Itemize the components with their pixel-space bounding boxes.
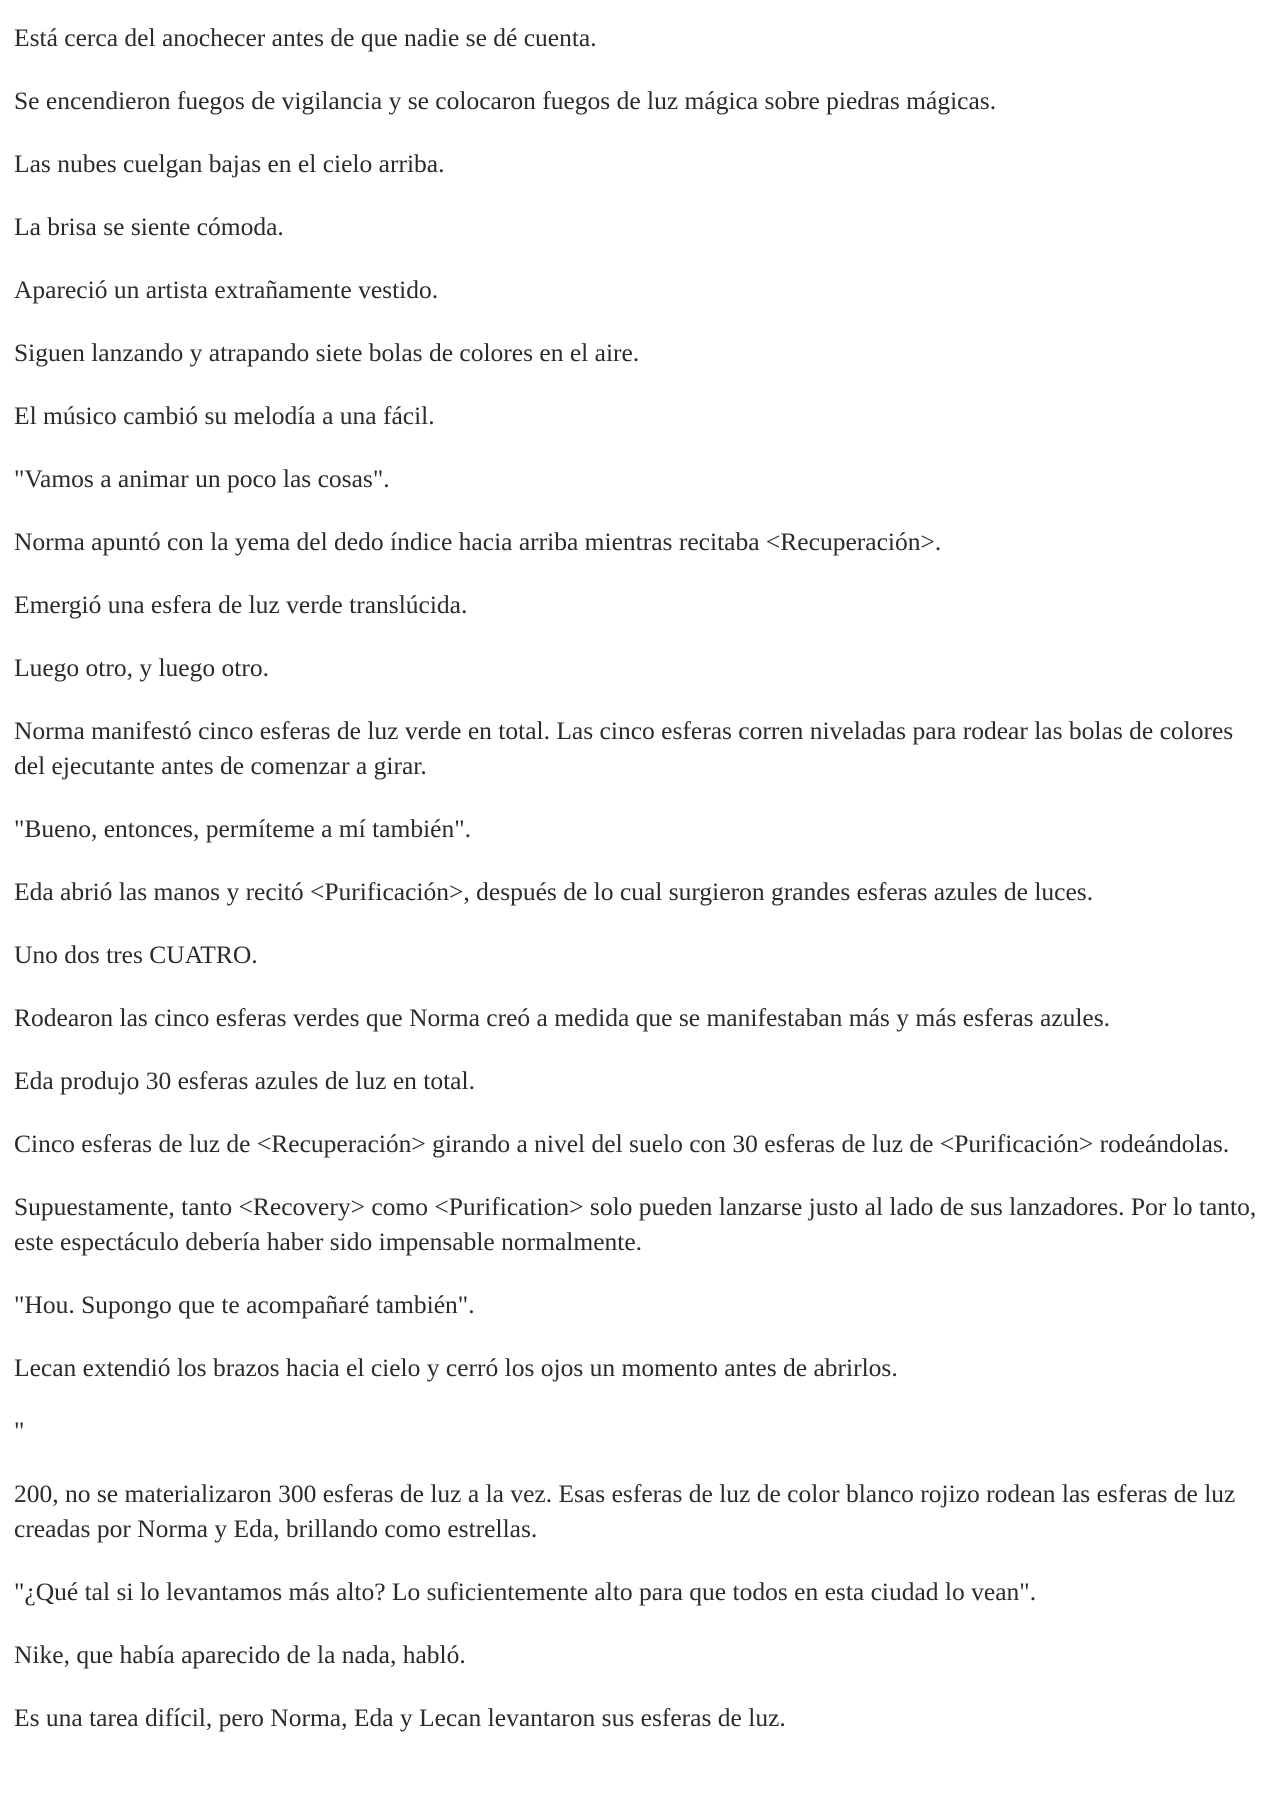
paragraph-10: Emergió una esfera de luz verde translúcida. [14, 590, 468, 619]
paragraph-15: Uno dos tres CUATRO. [14, 940, 258, 969]
paragraph-4: La brisa se siente cómoda. [14, 212, 284, 241]
paragraph-3: Las nubes cuelgan bajas en el cielo arriba. [14, 149, 445, 178]
paragraph-17: Eda produjo 30 esferas azules de luz en total. [14, 1066, 475, 1095]
paragraph-26: Es una tarea difícil, pero Norma, Eda y Lecan levantaron sus esferas de luz. [14, 1703, 786, 1732]
paragraph-8: "Vamos a animar un poco las cosas". [14, 464, 390, 493]
paragraph-24: "¿Qué tal si lo levantamos más alto? Lo suficientemente alto para que todos en esta ciudad lo vean". [14, 1577, 1037, 1606]
paragraph-19: Supuestamente, tanto <Recovery> como <Purification> solo pueden lanzarse justo al lado de sus lanzadores. Por lo tanto, este espectáculo debería haber sido impensable normalmente. [14, 1192, 1257, 1256]
document-body [14, 20, 1270, 1763]
paragraph-11: Luego otro, y luego otro. [14, 653, 269, 682]
paragraph-12: Norma manifestó cinco esferas de luz verde en total. Las cinco esferas corren niveladas para rodear las bolas de colores del ejecutante antes de comenzar a girar. [14, 716, 1234, 780]
paragraph-23: 200, no se materializaron 300 esferas de luz a la vez. Esas esferas de luz de color blanco rojizo rodean las esferas de luz creadas por Norma y Eda, brillando como estrellas. [14, 1479, 1236, 1543]
paragraph-1: Está cerca del anochecer antes de que nadie se dé cuenta. [14, 23, 597, 52]
paragraph-13: "Bueno, entonces, permíteme a mí también". [14, 814, 472, 843]
paragraph-5: Apareció un artista extrañamente vestido. [14, 275, 439, 304]
paragraph-6: Siguen lanzando y atrapando siete bolas de colores en el aire. [14, 338, 640, 367]
paragraph-20: "Hou. Supongo que te acompañaré también". [14, 1290, 475, 1319]
paragraph-16: Rodearon las cinco esferas verdes que Norma creó a medida que se manifestaban más y más esferas azules. [14, 1003, 1111, 1032]
paragraph-21: Lecan extendió los brazos hacia el cielo y cerró los ojos un momento antes de abrirlos. [14, 1353, 898, 1382]
paragraph-7: El músico cambió su melodía a una fácil. [14, 401, 435, 430]
paragraph-2: Se encendieron fuegos de vigilancia y se colocaron fuegos de luz mágica sobre piedras mágicas. [14, 86, 997, 115]
paragraph-18: Cinco esferas de luz de <Recuperación> girando a nivel del suelo con 30 esferas de luz de <Purificación> rodeándolas. [14, 1129, 1230, 1158]
paragraph-9: Norma apuntó con la yema del dedo índice hacia arriba mientras recitaba <Recuperación>. [14, 527, 942, 556]
paragraph-14: Eda abrió las manos y recitó <Purificación>, después de lo cual surgieron grandes esferas azules de luces. [14, 877, 1094, 906]
paragraph-22: " [14, 1416, 25, 1445]
paragraph-25: Nike, que había aparecido de la nada, habló. [14, 1640, 466, 1669]
